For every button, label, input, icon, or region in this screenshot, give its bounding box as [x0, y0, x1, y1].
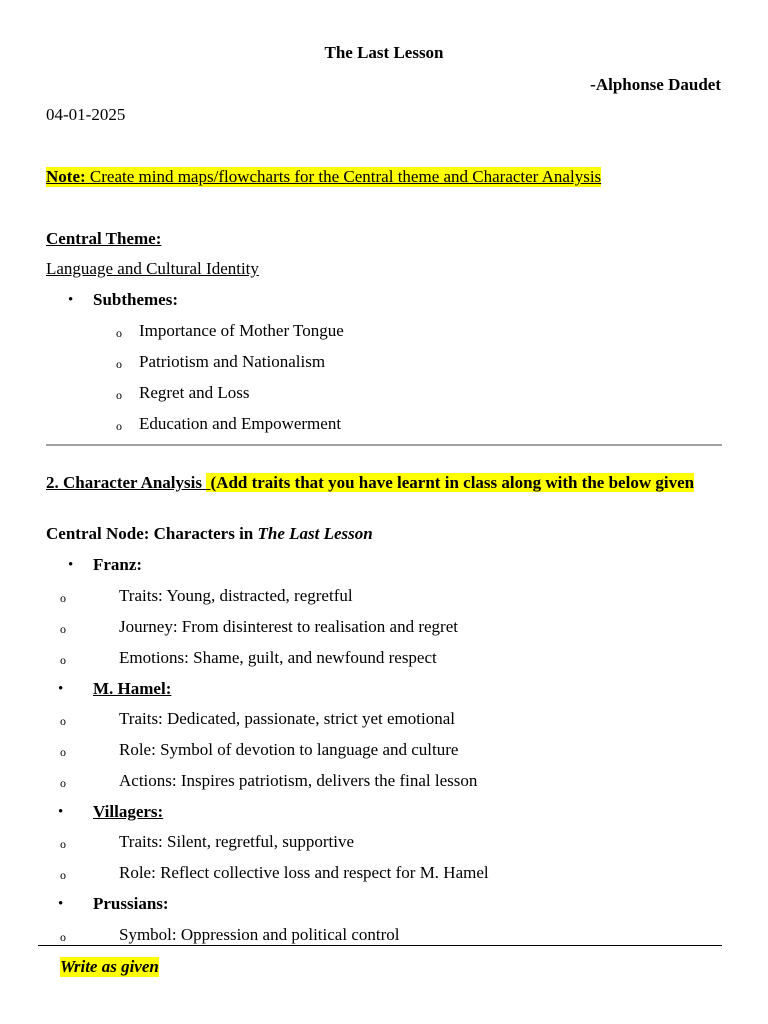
central-node: [46, 524, 373, 544]
character-detail: Actions: Inspires patriotism, delivers the final lesson: [119, 771, 478, 790]
subthemes-label: Subthemes:: [93, 290, 179, 309]
bullet-icon: •: [68, 292, 74, 308]
character-detail: Role: Symbol of devotion to language and culture: [119, 740, 459, 759]
sub-bullet-icon: o: [60, 745, 66, 759]
character-name: Franz:: [93, 555, 143, 574]
central-theme-heading: Central Theme:: [46, 229, 162, 248]
central-theme-value: Language and Cultural Identity: [46, 259, 259, 278]
bottom-rule: [38, 945, 722, 946]
sub-bullet-icon: o: [116, 357, 122, 371]
note-label: Note:: [46, 167, 86, 186]
section-divider: [46, 444, 722, 446]
sub-bullet-icon: o: [60, 868, 66, 882]
bullet-icon: •: [58, 681, 64, 697]
character-analysis-instruction: (Add traits that you have learnt in class along with the below given: [210, 473, 695, 492]
character-detail: Symbol: Oppression and political control: [119, 925, 400, 944]
sub-bullet-icon: o: [60, 714, 66, 728]
note-text: Create mind maps/flowcharts for the Central theme and Character Analysis: [85, 167, 602, 186]
sub-bullet-icon: o: [116, 326, 122, 340]
character-detail: Journey: From disinterest to realisation and regret: [119, 617, 458, 636]
sub-bullet-icon: o: [60, 591, 66, 605]
character-analysis-heading-block: [46, 472, 722, 493]
subtheme-item: Education and Empowerment: [139, 414, 342, 433]
character-name: M. Hamel:: [93, 679, 172, 698]
bullet-icon: •: [58, 896, 64, 912]
sub-bullet-icon: o: [60, 837, 66, 851]
bullet-icon: •: [68, 557, 74, 573]
character-name: Villagers:: [93, 802, 164, 821]
document-title: The Last Lesson: [324, 43, 444, 62]
central-node-prefix: Central Node: Characters in: [46, 524, 258, 543]
note-line: [46, 167, 601, 187]
subtheme-item: Patriotism and Nationalism: [139, 352, 326, 371]
character-detail: Traits: Silent, regretful, supportive: [119, 832, 354, 851]
subtheme-item: Regret and Loss: [139, 383, 250, 402]
character-detail: Role: Reflect collective loss and respect for M. Hamel: [119, 863, 489, 882]
document-date: 04-01-2025: [46, 105, 126, 124]
sub-bullet-icon: o: [116, 388, 122, 402]
author-name: -Alphonse Daudet: [590, 75, 721, 94]
central-node-title: The Last Lesson: [257, 524, 373, 543]
character-detail: Traits: Dedicated, passionate, strict yet emotional: [119, 709, 455, 728]
sub-bullet-icon: o: [60, 653, 66, 667]
sub-bullet-icon: o: [60, 930, 66, 944]
sub-bullet-icon: o: [60, 622, 66, 636]
sub-bullet-icon: o: [116, 419, 122, 433]
character-detail: Traits: Young, distracted, regretful: [119, 586, 353, 605]
bullet-icon: •: [58, 804, 64, 820]
subtheme-item: Importance of Mother Tongue: [139, 321, 344, 340]
footer-note: Write as given: [60, 957, 159, 976]
character-name: Prussians:: [93, 894, 169, 913]
character-detail: Emotions: Shame, guilt, and newfound respect: [119, 648, 437, 667]
character-analysis-heading: 2. Character Analysis: [46, 473, 207, 492]
sub-bullet-icon: o: [60, 776, 66, 790]
